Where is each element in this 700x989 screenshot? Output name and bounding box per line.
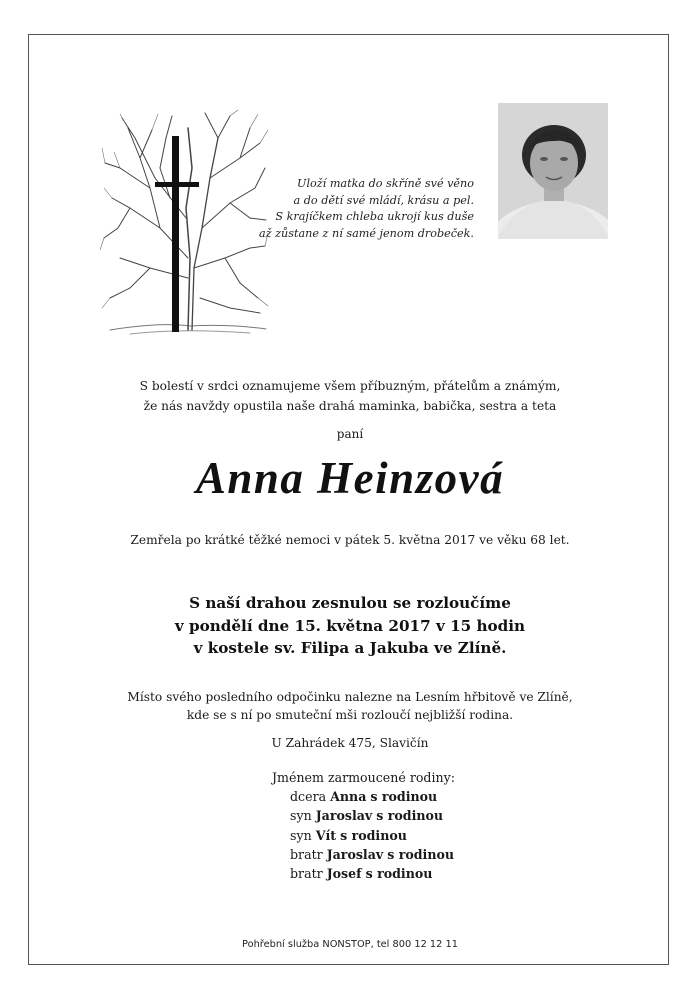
farewell-line: v kostele sv. Filipa a Jakuba ve Zlíně. [193,639,507,657]
portrait-photo [498,103,608,239]
intro-line: S bolestí v srdci oznamujeme všem příbuzným, přátelům a známým, [139,379,561,393]
farewell-info [0,592,700,660]
poem-line: Uloží matka do skříně své věno [297,177,474,190]
family-member [290,864,455,883]
rest-line: kde se s ní po smuteční mši rozloučí nejbližší rodina. [186,708,514,722]
member-suffix: s rodinou [376,808,444,824]
family-heading: Jménem zarmoucené rodiny: [272,770,455,785]
poem-line: až zůstane z ní samé jenom drobeček. [259,226,474,240]
family-member [290,787,455,806]
member-relation: syn [290,808,312,824]
member-name: Anna [330,789,367,805]
resting-place [0,688,700,724]
member-name: Jaroslav [326,846,384,862]
poem-line: a do dětí své mládí, krásu a pel. [293,193,474,207]
member-relation: bratr [290,866,323,882]
farewell-line: S naší drahou zesnulou se rozloučíme [189,594,511,612]
poem-line: S krajíčkem chleba ukrojí kus duše [275,210,474,223]
announcement-intro [0,376,700,416]
family-list [274,768,455,883]
title-pani: paní [336,427,364,441]
member-suffix: s rodinou [370,789,438,805]
deceased-name: Anna Heinzová [195,453,505,503]
tree-with-cross-icon [100,108,270,338]
family-member [290,806,455,825]
poem [248,176,474,242]
member-suffix: s rodinou [365,866,433,882]
intro-line: že nás navždy opustila naše drahá maminka, babička, sestra a teta [143,399,557,413]
farewell-line: v pondělí dne 15. května 2017 v 15 hodin [174,616,526,635]
family-member [290,845,455,864]
family-member [290,826,455,845]
member-suffix: s rodinou [387,846,455,862]
address: U Zahrádek 475, Slavičín [271,736,429,750]
member-suffix: s rodinou [340,827,407,843]
rest-line: Místo svého posledního odpočinku nalezne na Lesním hřbitově ve Zlíně, [127,690,573,704]
footer-funeral-service: Pohřební služba NONSTOP, tel 800 12 12 11 [242,939,458,950]
member-name: Josef [326,866,362,882]
member-name: Vít [315,827,337,843]
member-relation: syn [290,827,312,843]
death-text: Zemřela po krátké těžké nemoci v pátek 5. května 2017 ve věku 68 let. [130,533,570,547]
member-relation: dcera [290,789,327,805]
member-relation: bratr [290,846,323,862]
member-name: Jaroslav [315,808,373,824]
